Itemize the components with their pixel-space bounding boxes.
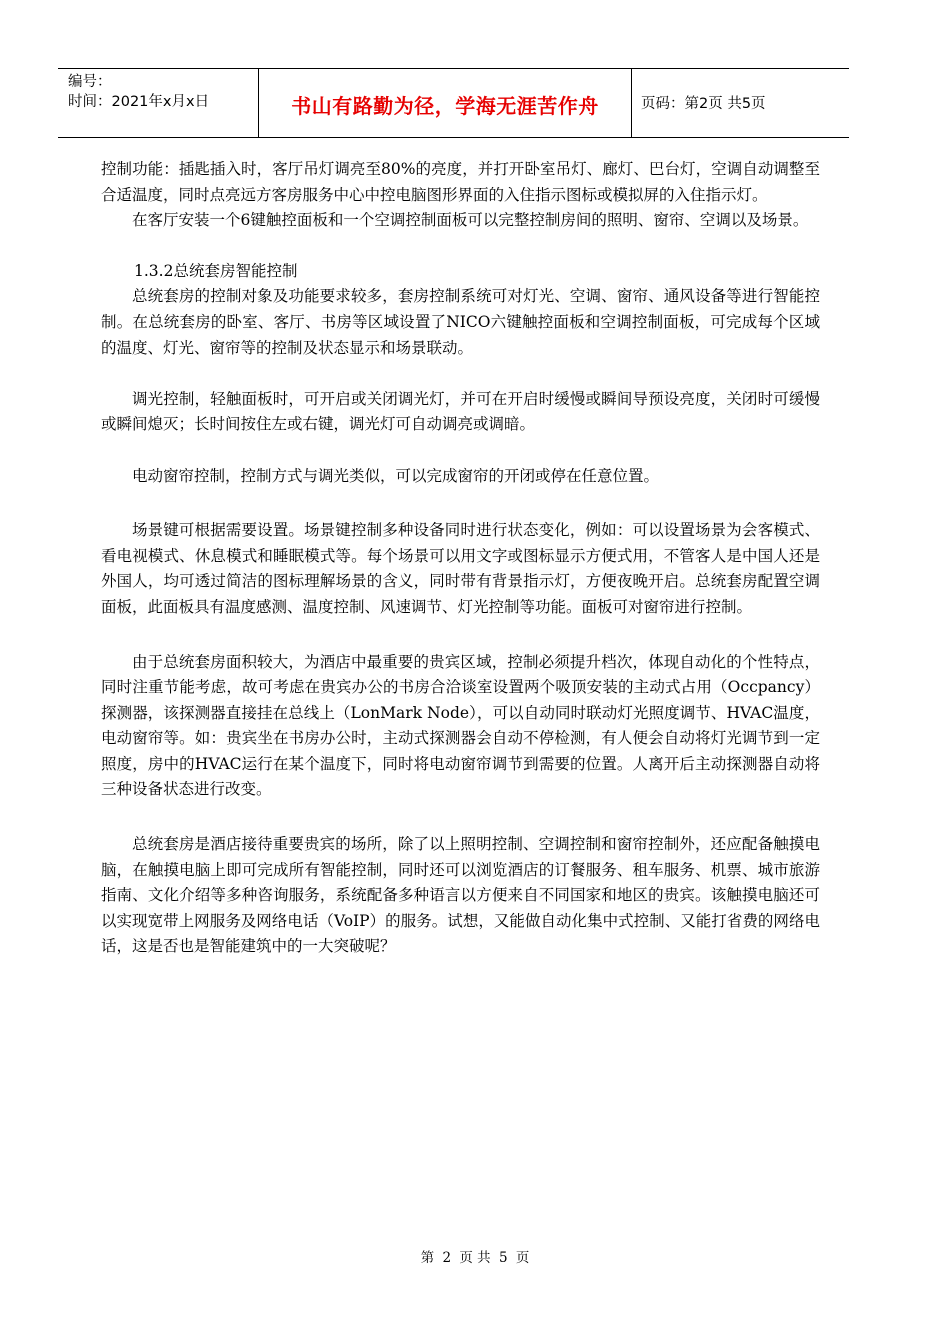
- body-paragraph: 电动窗帘控制，控制方式与调光类似，可以完成窗帘的开闭或停在任意位置。: [132, 466, 660, 485]
- body-paragraph: 在客厅安装一个6键触控面板和一个空调控制面板可以完整控制房间的照明、窗帘、空调以及场景。: [132, 211, 809, 230]
- page-header: [58, 68, 849, 138]
- document-date: 时间：2021年x月x日: [68, 94, 210, 110]
- footer-page-current: 2: [442, 1250, 452, 1266]
- footer-page-total: 5: [498, 1250, 508, 1266]
- body-paragraph: 总统套房的控制对象及功能要求较多，套房控制系统可对灯光、空调、窗帘、通风设备等进行智能控制。在总统套房的卧室、客厅、书房等区域设置了NICO六键触控面板和空调控制面板，可完成每个区域的温度、灯光、窗帘等的控制及状态显示和场景联动。: [101, 287, 820, 357]
- section-heading: 1.3.2总统套房智能控制: [134, 261, 298, 280]
- header-motto: 书山有路勤为径，学海无涯苦作舟: [259, 69, 632, 137]
- body-paragraph: 总统套房是酒店接待重要贵宾的场所，除了以上照明控制、空调控制和窗帘控制外，还应配备触摸电脑，在触摸电脑上即可完成所有智能控制，同时还可以浏览酒店的订餐服务、租车服务、机票、城市旅游指南、文化介绍等多种咨询服务，系统配备多种语言以方便来自不同国家和地区的贵宾。该触摸电脑还可以实现宽带上网服务及网络电话（VoIP）的服务。试想，又能做自动化集中式控制、又能打省费的网络电话，这是否也是智能建筑中的一大突破呢？: [101, 835, 820, 956]
- footer-page-middle: 页 共: [459, 1250, 491, 1266]
- footer-page-suffix: 页: [515, 1250, 530, 1266]
- header-meta: [58, 69, 259, 137]
- body-paragraph: 调光控制，轻触面板时，可开启或关闭调光灯，并可在开启时缓慢或瞬间导预设亮度，关闭时可缓慢或瞬间熄灭；长时间按住左或右键，调光灯可自动调亮或调暗。: [101, 389, 820, 434]
- document-body: [101, 157, 820, 960]
- body-paragraph: 场景键可根据需要设置。场景键控制多种设备同时进行状态变化，例如：可以设置场景为会客模式、看电视模式、休息模式和睡眠模式等。每个场景可以用文字或图标显示方便式用，不管客人是中国人还是外国人，均可透过简洁的图标理解场景的含义，同时带有背景指示灯，方便夜晚开启。总统套房配置空调面板，此面板具有温度感测、温度控制、风速调节、灯光控制等功能。面板可对窗帘进行控制。: [101, 521, 820, 616]
- body-paragraph: 由于总统套房面积较大，为酒店中最重要的贵宾区域，控制必须提升档次，体现自动化的个性特点，同时注重节能考虑，故可考虑在贵宾办公的书房合洽谈室设置两个吸顶安装的主动式占用（Occpancy）探测器，该探测器直接挂在总线上（LonMark Node），可以自动同时联动灯光照度调节、HVAC温度，电动窗帘等。如：贵宾坐在书房办公时，主动式探测器会自动不停检测，有人便会自动将灯光调节到一定照度，房中的HVAC运行在某个温度下，同时将电动窗帘调节到需要的位置。人离开后主动探测器自动将三种设备状态进行改变。: [101, 652, 820, 799]
- header-page-info: 页码：第2页 共5页: [641, 96, 766, 112]
- page-footer: [0, 1246, 950, 1266]
- body-paragraph: 控制功能：插匙插入时，客厅吊灯调亮至80%的亮度，并打开卧室吊灯、廊灯、巴台灯，空调自动调整至合适温度，同时点亮远方客房服务中心中控电脑图形界面的入住指示图标或模拟屏的入住指示灯。: [101, 160, 820, 204]
- document-number-label: 编号：: [68, 74, 112, 90]
- footer-page-prefix: 第: [420, 1250, 435, 1266]
